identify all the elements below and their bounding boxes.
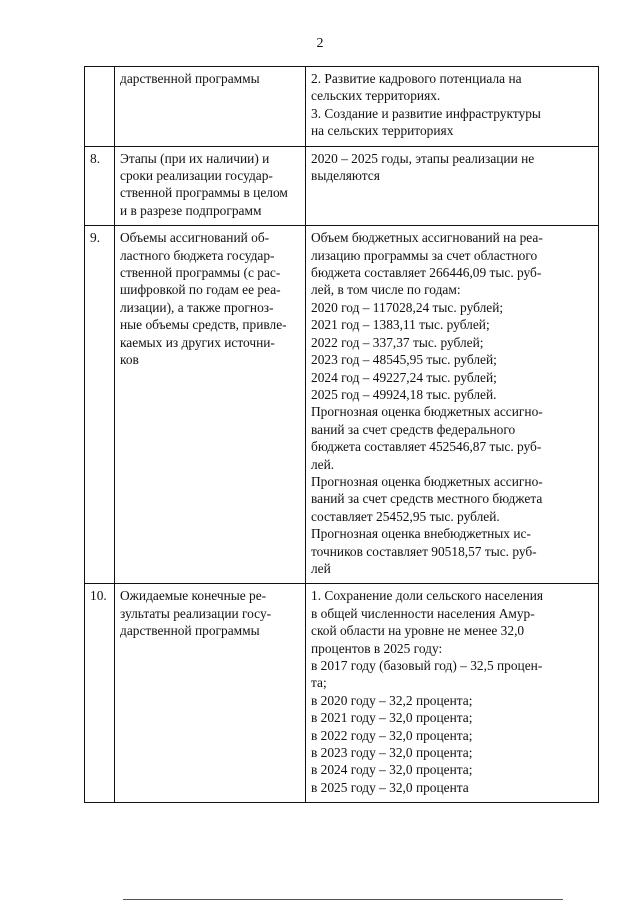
value-line: в 2021 году – 32,0 процента; — [311, 710, 473, 726]
value-line: точников составляет 90518,57 тыс. руб- — [311, 543, 537, 559]
label-line: дарственной программы — [120, 71, 260, 86]
table-row — [85, 146, 599, 226]
table-row — [85, 67, 599, 147]
value-line: процентов в 2025 году: — [311, 640, 443, 656]
label-line: каемых из других источни- — [120, 334, 275, 350]
value-line: лей. — [311, 456, 335, 472]
value-line: ваний за счет средств федерального — [311, 421, 516, 437]
label-line: лизации), а также прогноз- — [120, 299, 274, 315]
value-line: в 2024 году – 32,0 процента; — [311, 762, 473, 778]
label-line: ные объемы средств, привле- — [120, 317, 287, 333]
table-row — [85, 226, 599, 584]
value-line: составляет 25452,95 тыс. рублей. — [311, 508, 500, 524]
label-line: Объемы ассигнований об- — [120, 230, 270, 246]
row-number: 8. — [85, 146, 115, 226]
value-line: 2021 год – 1383,11 тыс. рублей; — [311, 317, 490, 333]
value-line: лизацию программы за счет областного — [311, 247, 538, 263]
value-line: ваний за счет средств местного бюджета — [311, 491, 543, 507]
label-line: дарственной программы — [120, 623, 260, 639]
value-line: сельских территориях. — [311, 88, 441, 104]
label-line: ственной программы (с рас- — [120, 265, 281, 281]
row-number: 9. — [85, 226, 115, 584]
label-line: ластного бюджета государ- — [120, 247, 275, 263]
value-line: Прогнозная оценка бюджетных ассигно- — [311, 404, 543, 420]
bottom-rule — [123, 899, 563, 900]
value-line: 2020 – 2025 годы, этапы реализации не — [311, 150, 535, 166]
label-line: ственной программы в целом — [120, 185, 288, 201]
value-line: 2023 год – 48545,95 тыс. рублей; — [311, 352, 497, 368]
row-label — [115, 67, 306, 147]
value-line: в 2022 году – 32,0 процента; — [311, 727, 473, 743]
value-line: 3. Создание и развитие инфраструктуры — [311, 105, 541, 121]
value-line: в 2023 году – 32,0 процента; — [311, 745, 473, 761]
row-value — [306, 584, 599, 803]
row-value — [306, 226, 599, 584]
label-line: Этапы (при их наличии) и — [120, 150, 270, 166]
row-label — [115, 146, 306, 226]
row-value — [306, 146, 599, 226]
value-line: Объем бюджетных ассигнований на реа- — [311, 230, 543, 246]
value-line: в 2020 году – 32,2 процента; — [311, 692, 473, 708]
table-body — [85, 67, 599, 803]
label-line: зультаты реализации госу- — [120, 605, 272, 621]
table-row — [85, 584, 599, 803]
page-number: 2 — [316, 36, 324, 51]
value-line: выделяются — [311, 168, 380, 184]
value-line: бюджета составляет 452546,87 тыс. руб- — [311, 439, 542, 455]
value-line: ской области на уровне не менее 32,0 — [311, 623, 525, 639]
value-line: Прогнозная оценка внебюджетных ис- — [311, 526, 531, 542]
value-line: 2. Развитие кадрового потенциала на — [311, 71, 522, 86]
value-line: Прогнозная оценка бюджетных ассигно- — [311, 473, 543, 489]
label-line: ков — [120, 352, 139, 368]
value-line: в 2017 году (базовый год) – 32,5 процен- — [311, 658, 543, 673]
row-number — [85, 67, 115, 147]
value-line: в 2025 году – 32,0 процента — [311, 779, 469, 795]
row-label — [115, 226, 306, 584]
value-line: та; — [311, 675, 327, 691]
value-line: 2022 год – 337,37 тыс. рублей; — [311, 334, 484, 350]
value-line: 1. Сохранение доли сельского населения — [311, 588, 544, 604]
row-value — [306, 67, 599, 147]
row-number: 10. — [85, 584, 115, 803]
program-passport-table — [84, 66, 599, 803]
label-line: шифровкой по годам ее реа- — [120, 282, 281, 298]
value-line: лей, в том числе по годам: — [311, 282, 461, 298]
value-line: 2024 год – 49227,24 тыс. рублей; — [311, 369, 497, 385]
value-line: лей — [311, 560, 331, 576]
row-label — [115, 584, 306, 803]
value-line: 2020 год – 117028,24 тыс. рублей; — [311, 299, 504, 315]
value-line: бюджета составляет 266446,09 тыс. руб- — [311, 265, 542, 281]
value-line: в общей численности населения Амур- — [311, 605, 535, 621]
value-line: 2025 год – 49924,18 тыс. рублей. — [311, 386, 497, 402]
label-line: и в разрезе подпрограмм — [120, 202, 262, 218]
value-line: на сельских территориях — [311, 123, 454, 139]
label-line: сроки реализации государ- — [120, 168, 273, 184]
label-line: Ожидаемые конечные ре- — [120, 588, 267, 604]
